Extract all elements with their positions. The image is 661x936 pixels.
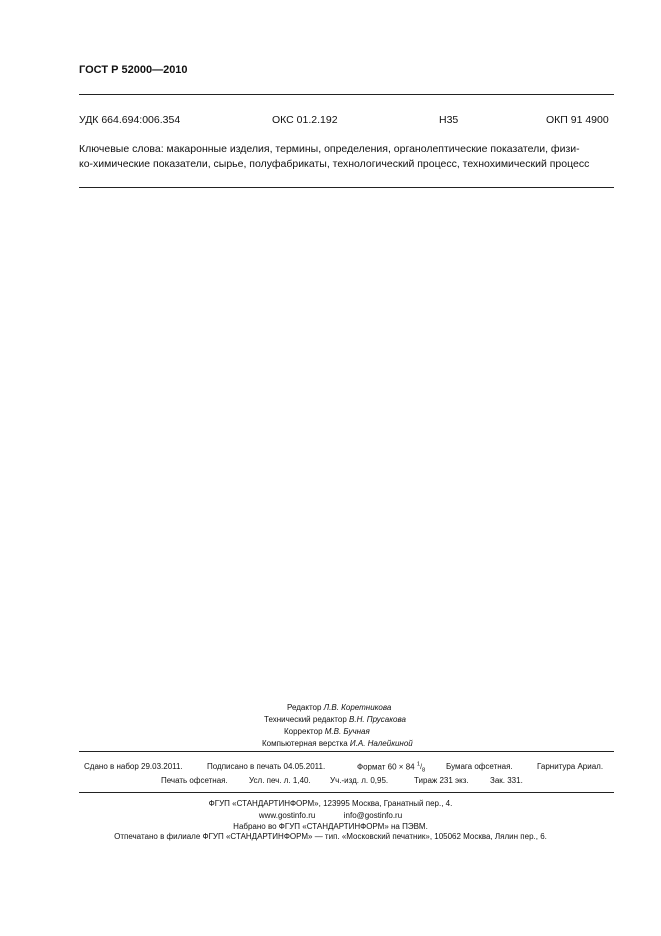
- okp-code: ОКП 91 4900: [546, 114, 609, 126]
- signed-date: Подписано в печать 04.05.2011.: [207, 762, 326, 771]
- email-link[interactable]: info@gostinfo.ru: [343, 811, 403, 820]
- corrector-label: Корректор: [284, 727, 323, 736]
- layout-label: Компьютерная верстка: [262, 739, 348, 748]
- print-type: Печать офсетная.: [161, 776, 228, 785]
- pub-sheets: Уч.-изд. л. 0,95.: [330, 776, 389, 785]
- circulation: Тираж 231 экз.: [414, 776, 469, 785]
- tech-editor-credit: [264, 714, 406, 726]
- group-code: Н35: [439, 114, 459, 126]
- tech-editor-label: Технический редактор: [264, 715, 347, 724]
- corrector-name: М.В. Бучная: [324, 727, 370, 736]
- editor-credit: [287, 702, 391, 714]
- paper-type: Бумага офсетная.: [446, 762, 513, 771]
- publisher-address: ФГУП «СТАНДАРТИНФОРМ», 123995 Москва, Гранатный пер., 4.: [208, 799, 453, 808]
- editor-label: Редактор: [287, 703, 322, 712]
- website-link[interactable]: www.gostinfo.ru: [258, 811, 316, 820]
- staff-divider: [79, 751, 614, 752]
- keywords-block: [79, 142, 615, 172]
- udk-code: УДК 664.694:006.354: [79, 114, 181, 126]
- corrector-credit: [284, 726, 370, 738]
- keywords-divider: [79, 187, 614, 188]
- editor-name: Л.В. Коретникова: [323, 703, 392, 712]
- format-fraction: $^1/_8$: [416, 762, 426, 774]
- keywords-line-1: Ключевые слова: макаронные изделия, термины, определения, органолептические показатели, физи-: [79, 143, 580, 155]
- order-number: Зак. 331.: [490, 776, 523, 785]
- layout-name: И.А. Налейкиной: [349, 739, 413, 748]
- printing-note: Отпечатано в филиале ФГУП «СТАНДАРТИНФОРМ» — тип. «Московский печатник», 105062 Москва, Лялин пер., 6.: [114, 832, 547, 841]
- publishing-divider: [79, 792, 614, 793]
- layout-credit: [262, 738, 413, 750]
- publisher-contacts: [0, 811, 661, 820]
- typeset-note: Набрано во ФГУП «СТАНДАРТИНФОРМ» на ПЭВМ.: [233, 822, 428, 831]
- typeface: Гарнитура Ариал.: [537, 762, 604, 771]
- tech-editor-name: В.Н. Прусакова: [349, 715, 406, 724]
- oks-code: ОКС 01.2.192: [272, 114, 338, 126]
- print-sheets: Усл. печ. л. 1,40.: [249, 776, 311, 785]
- set-date: Сдано в набор 29.03.2011.: [84, 762, 183, 771]
- document-title: ГОСТ Р 52000—2010: [79, 64, 188, 76]
- format: Формат 60 × 84 $^1/_8$: [357, 762, 426, 774]
- keywords-line-2: ко-химические показатели, сырье, полуфабрикаты, технологический процесс, технохимический процесс: [79, 158, 590, 170]
- top-divider: [79, 94, 614, 95]
